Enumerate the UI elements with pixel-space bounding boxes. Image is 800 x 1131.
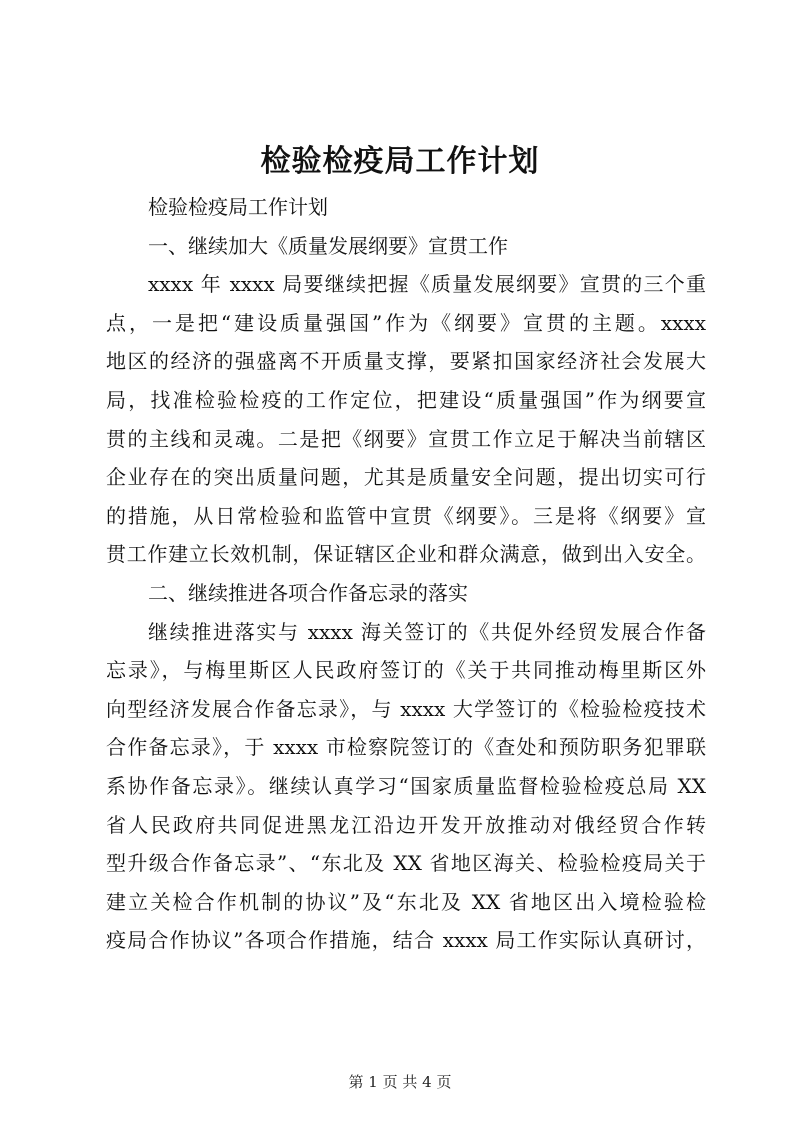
paragraph-line: 的措施，从日常检验和监管中宣贯《纲要》。三是将《纲要》宣 [106,503,706,528]
paragraph-line: 继续推进落实与 xxxx 海关签订的《共促外经贸发展合作备 [148,619,706,644]
subtitle-line: 检验检疫局工作计划 [148,195,328,219]
paragraph-line: 系协作备忘录》。继续认真学习“国家质量监督检验检疫总局 XX [106,773,706,798]
section-heading-1: 一、继续加大《质量发展纲要》宣贯工作 [148,233,508,258]
paragraph-line: 地区的经济的强盛离不开质量支撑，要紧扣国家经济社会发展大 [106,349,706,374]
paragraph-line: 局，找准检验检疫的工作定位，把建设“质量强国”作为纲要宣 [106,387,706,412]
document-body [106,188,706,960]
paragraph-line: 贯工作建立长效机制，保证辖区企业和群众满意，做到出入安全。 [106,542,706,567]
paragraph-line: 企业存在的突出质量问题，尤其是质量安全问题，提出切实可行 [106,465,706,490]
document-title: 检验检疫局工作计划 [260,144,540,179]
paragraph-line: 点，一是把“建设质量强国”作为《纲要》宣贯的主题。xxxx [106,310,706,335]
section-heading-2: 二、继续推进各项合作备忘录的落实 [148,580,468,605]
page-footer: 第 1 页 共 4 页 [348,1073,452,1091]
paragraph-line: 贯的主线和灵魂。二是把《纲要》宣贯工作立足于解决当前辖区 [106,426,706,451]
paragraph-line: xxxx 年 xxxx 局要继续把握《质量发展纲要》宣贯的三个重 [148,272,706,297]
paragraph-line: 疫局合作协议”各项合作措施，结合 xxxx 局工作实际认真研讨， [106,928,706,953]
paragraph-line: 建立关检合作机制的协议”及“东北及 XX 省地区出入境检验检 [106,889,706,914]
paragraph-line: 省人民政府共同促进黑龙江沿边开发开放推动对俄经贸合作转 [106,812,706,837]
paragraph-line: 合作备忘录》，于 xxxx 市检察院签订的《查处和预防职务犯罪联 [106,735,706,760]
paragraph-line: 忘录》，与梅里斯区人民政府签订的《关于共同推动梅里斯区外 [106,658,706,683]
paragraph-line: 型升级合作备忘录”、“东北及 XX 省地区海关、检验检疫局关于 [106,851,706,876]
paragraph-line: 向型经济发展合作备忘录》，与 xxxx 大学签订的《检验检疫技术 [106,696,706,721]
